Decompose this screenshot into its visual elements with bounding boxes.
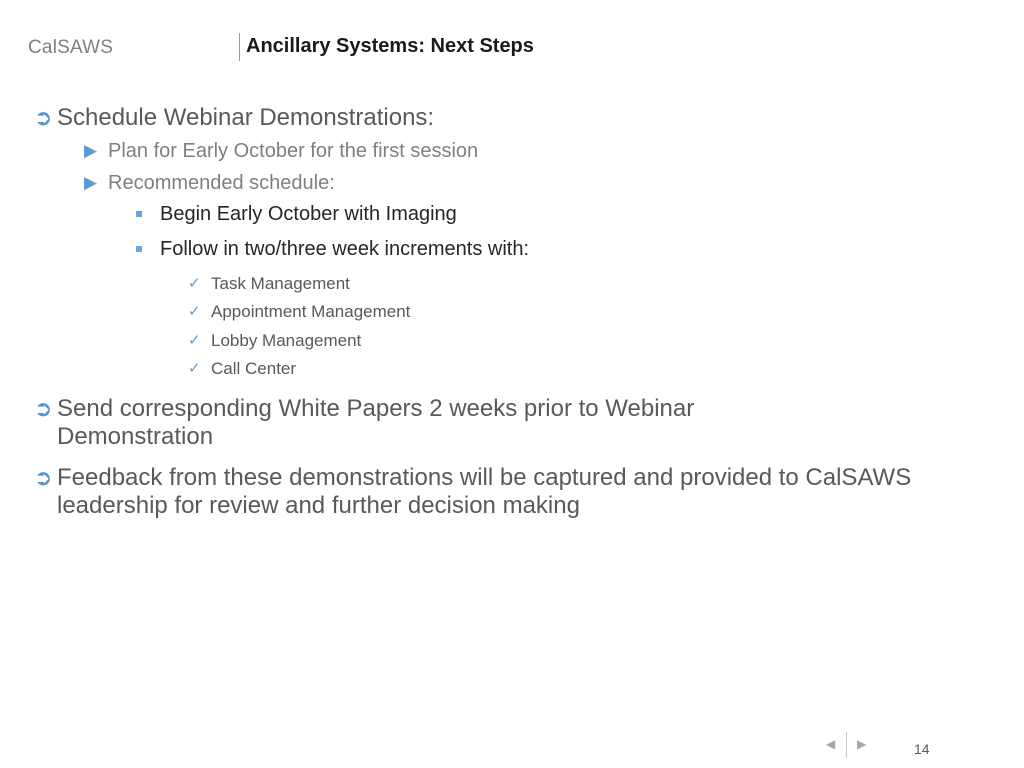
sub-bullet-item bbox=[84, 139, 478, 163]
module-item bbox=[188, 358, 296, 380]
checkmark-icon: ✓ bbox=[188, 275, 201, 292]
slide-header bbox=[0, 0, 1024, 70]
right-triangle-icon: ▶ bbox=[84, 173, 98, 192]
square-bullet-icon bbox=[136, 246, 142, 252]
bullet-item-1 bbox=[34, 104, 957, 132]
module-item bbox=[188, 330, 361, 352]
checkmark-icon: ✓ bbox=[188, 360, 201, 377]
module-item-text: Call Center bbox=[211, 359, 297, 378]
schedule-item bbox=[134, 237, 529, 261]
module-item-text: Appointment Management bbox=[211, 302, 411, 321]
module-item bbox=[188, 301, 410, 323]
module-item-text: Lobby Management bbox=[211, 331, 362, 350]
bullet-item-2-text: Send corresponding White Papers 2 weeks prior to Webinar Demonstration bbox=[57, 395, 695, 450]
page-title: Ancillary Systems: Next Steps bbox=[246, 35, 534, 57]
right-triangle-icon: ▶ bbox=[84, 141, 98, 160]
page-number: 14 bbox=[914, 741, 930, 757]
circled-right-arrow-icon: ➲ bbox=[34, 396, 53, 421]
circled-right-arrow-icon: ➲ bbox=[34, 105, 53, 130]
bullet-item-3-text: Feedback from these demonstrations will be captured and provided to CalSAWS leadership for review and further decision making bbox=[57, 464, 912, 519]
schedule-item bbox=[134, 202, 457, 226]
bullet-item-3 bbox=[34, 464, 957, 520]
checkmark-icon: ✓ bbox=[188, 303, 201, 320]
bullet-item-1-text: Schedule Webinar Demonstrations: bbox=[57, 104, 435, 131]
schedule-item-text: Follow in two/three week increments with: bbox=[160, 238, 530, 260]
schedule-item-text: Begin Early October with Imaging bbox=[160, 203, 457, 225]
sub-bullet-text: Plan for Early October for the first session bbox=[108, 140, 479, 162]
module-item bbox=[188, 273, 350, 295]
left-triangle-icon[interactable]: ◀ bbox=[826, 737, 836, 751]
square-bullet-icon bbox=[136, 211, 142, 217]
header-divider bbox=[239, 33, 240, 61]
nav-divider bbox=[846, 732, 847, 758]
module-item-text: Task Management bbox=[211, 274, 350, 293]
sub-bullet-item bbox=[84, 171, 335, 195]
sub-bullet-text: Recommended schedule: bbox=[108, 172, 335, 194]
circled-right-arrow-icon: ➲ bbox=[34, 465, 53, 490]
slide-navigation bbox=[822, 732, 882, 760]
right-triangle-icon[interactable]: ▶ bbox=[857, 737, 867, 751]
bullet-item-2 bbox=[34, 395, 817, 451]
brand-logo-text: CalSAWS bbox=[28, 37, 114, 58]
checkmark-icon: ✓ bbox=[188, 332, 201, 349]
